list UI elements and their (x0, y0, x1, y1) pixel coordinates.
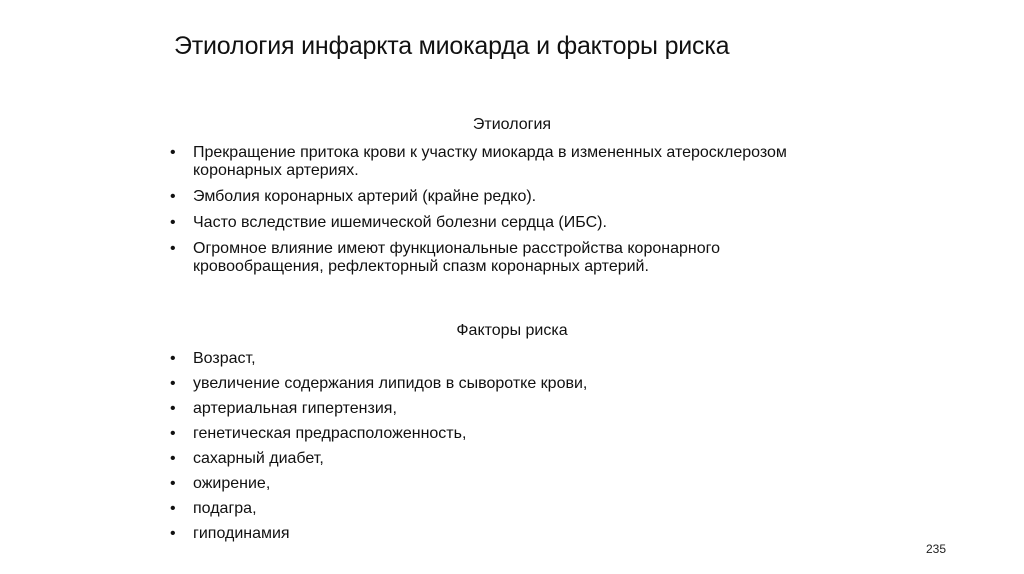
bullet-icon: • (170, 240, 176, 257)
bullet-icon: • (170, 350, 176, 367)
bullet-icon: • (170, 144, 176, 161)
bullet-icon: • (170, 525, 176, 542)
etiology-list (170, 144, 853, 284)
bullet-icon: • (170, 500, 176, 517)
bullet-icon: • (170, 375, 176, 392)
etiology-heading: Этиология (472, 116, 552, 133)
risk-factors-list (170, 350, 587, 550)
bullet-icon: • (170, 214, 176, 231)
bullet-icon: • (170, 188, 176, 205)
page-number: 235 (925, 542, 946, 556)
risk-factors-heading: Факторы риска (456, 322, 568, 339)
risk-factor-text: подагра, (193, 500, 257, 517)
risk-factor-text: артериальная гипертензия, (193, 400, 397, 417)
risk-factor-text: гиподинамия (193, 525, 290, 542)
etiology-item-text: Огромное влияние имеют функциональные расстройства коронарного кровообращения, рефлекторный спазм коронарных артерий. (193, 240, 720, 275)
risk-factor-text: сахарный диабет, (193, 450, 324, 467)
bullet-icon: • (170, 450, 176, 467)
risk-factor-text: Возраст, (193, 350, 256, 367)
bullet-icon: • (170, 475, 176, 492)
list-item (170, 525, 587, 543)
list-item (170, 188, 853, 206)
list-item (170, 400, 587, 418)
list-item (170, 214, 853, 232)
risk-factor-text: генетическая предрасположенность, (193, 425, 467, 442)
risk-factor-text: увеличение содержания липидов в сыворотке крови, (193, 375, 588, 392)
list-item (170, 375, 587, 393)
list-item (170, 475, 587, 493)
list-item (170, 144, 853, 180)
list-item (170, 240, 853, 276)
risk-factor-text: ожирение, (193, 475, 271, 492)
bullet-icon: • (170, 400, 176, 417)
list-item (170, 350, 587, 368)
etiology-item-text: Часто вследствие ишемической болезни сердца (ИБС). (193, 214, 607, 231)
list-item (170, 500, 587, 518)
list-item (170, 425, 587, 443)
etiology-item-text: Эмболия коронарных артерий (крайне редко). (193, 188, 537, 205)
etiology-item-text: Прекращение притока крови к участку миокарда в измененных атеросклерозом коронарных артериях. (193, 144, 787, 179)
slide-title: Этиология инфаркта миокарда и факторы риска (174, 32, 730, 60)
bullet-icon: • (170, 425, 176, 442)
list-item (170, 450, 587, 468)
